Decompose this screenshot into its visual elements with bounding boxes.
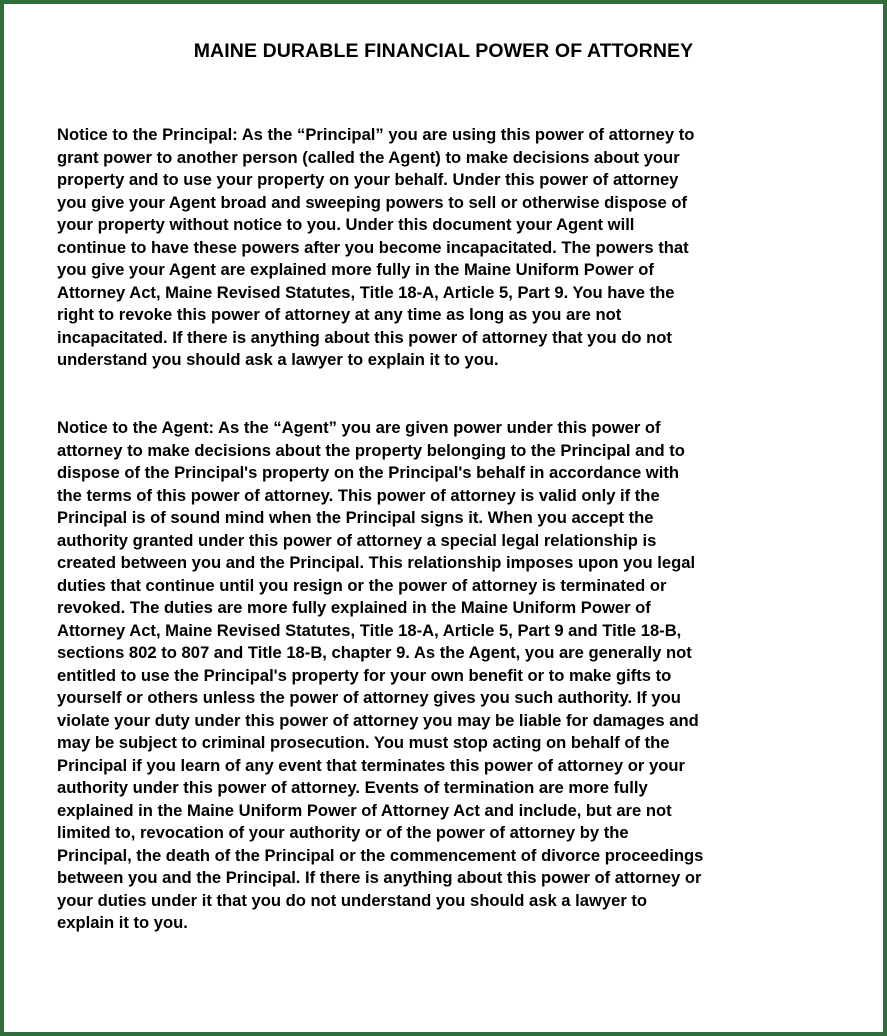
document-page — [8, 8, 879, 1028]
document-title: MAINE DURABLE FINANCIAL POWER OF ATTORNEY — [193, 40, 694, 62]
notice-to-agent-paragraph: Notice to the Agent: As the “Agent” you are given power under this power of attorney to make decisions about the property belonging to the Principal and to dispose of the Principal's property on the Principal's behalf in accordance with the terms of this power of attorney. This power of attorney is valid only if the Principal is of sound mind when the Principal signs it. When you accept the authority granted under this power of attorney a special legal relationship is created between you and the Principal. This relationship imposes upon you legal duties that continue until you resign or the power of attorney is terminated or revoked. The duties are more fully explained in the Maine Uniform Power of Attorney Act, Maine Revised Statutes, Title 18-A, Article 5, Part 9 and Title 18-B, sections 802 to 807 and Title 18-B, chapter 9. As the Agent, you are generally not entitled to use the Principal's property for your own benefit or to make gifts to yourself or others unless the power of attorney gives you such authority. If you violate your duty under this power of attorney you may be liable for damages and may be subject to criminal prosecution. You must stop acting on behalf of the Principal if you learn of any event that terminates this power of attorney or your authority under this power of attorney. Events of termination are more fully explained in the Maine Uniform Power of Attorney Act and include, but are not limited to, revocation of your authority or of the power of attorney by the Principal, the death of the Principal or the commencement of divorce proceedings between you and the Principal. If there is anything about this power of attorney or your duties under it that you do not understand you should ask a lawyer to explain it to you. — [57, 418, 704, 932]
notice-to-principal-paragraph: Notice to the Principal: As the “Principal” you are using this power of attorney to grant power to another person (called the Agent) to make decisions about your property and to use your property on your behalf. Under this power of attorney you give your Agent broad and sweeping powers to sell or otherwise dispose of your property without notice to you. Under this document your Agent will continue to have these powers after you become incapacitated. The powers that you give your Agent are explained more fully in the Maine Uniform Power of Attorney Act, Maine Revised Statutes, Title 18-A, Article 5, Part 9. You have the right to revoke this power of attorney at any time as long as you are not incapacitated. If there is anything about this power of attorney that you do not understand you should ask a lawyer to explain it to you. — [57, 125, 695, 369]
